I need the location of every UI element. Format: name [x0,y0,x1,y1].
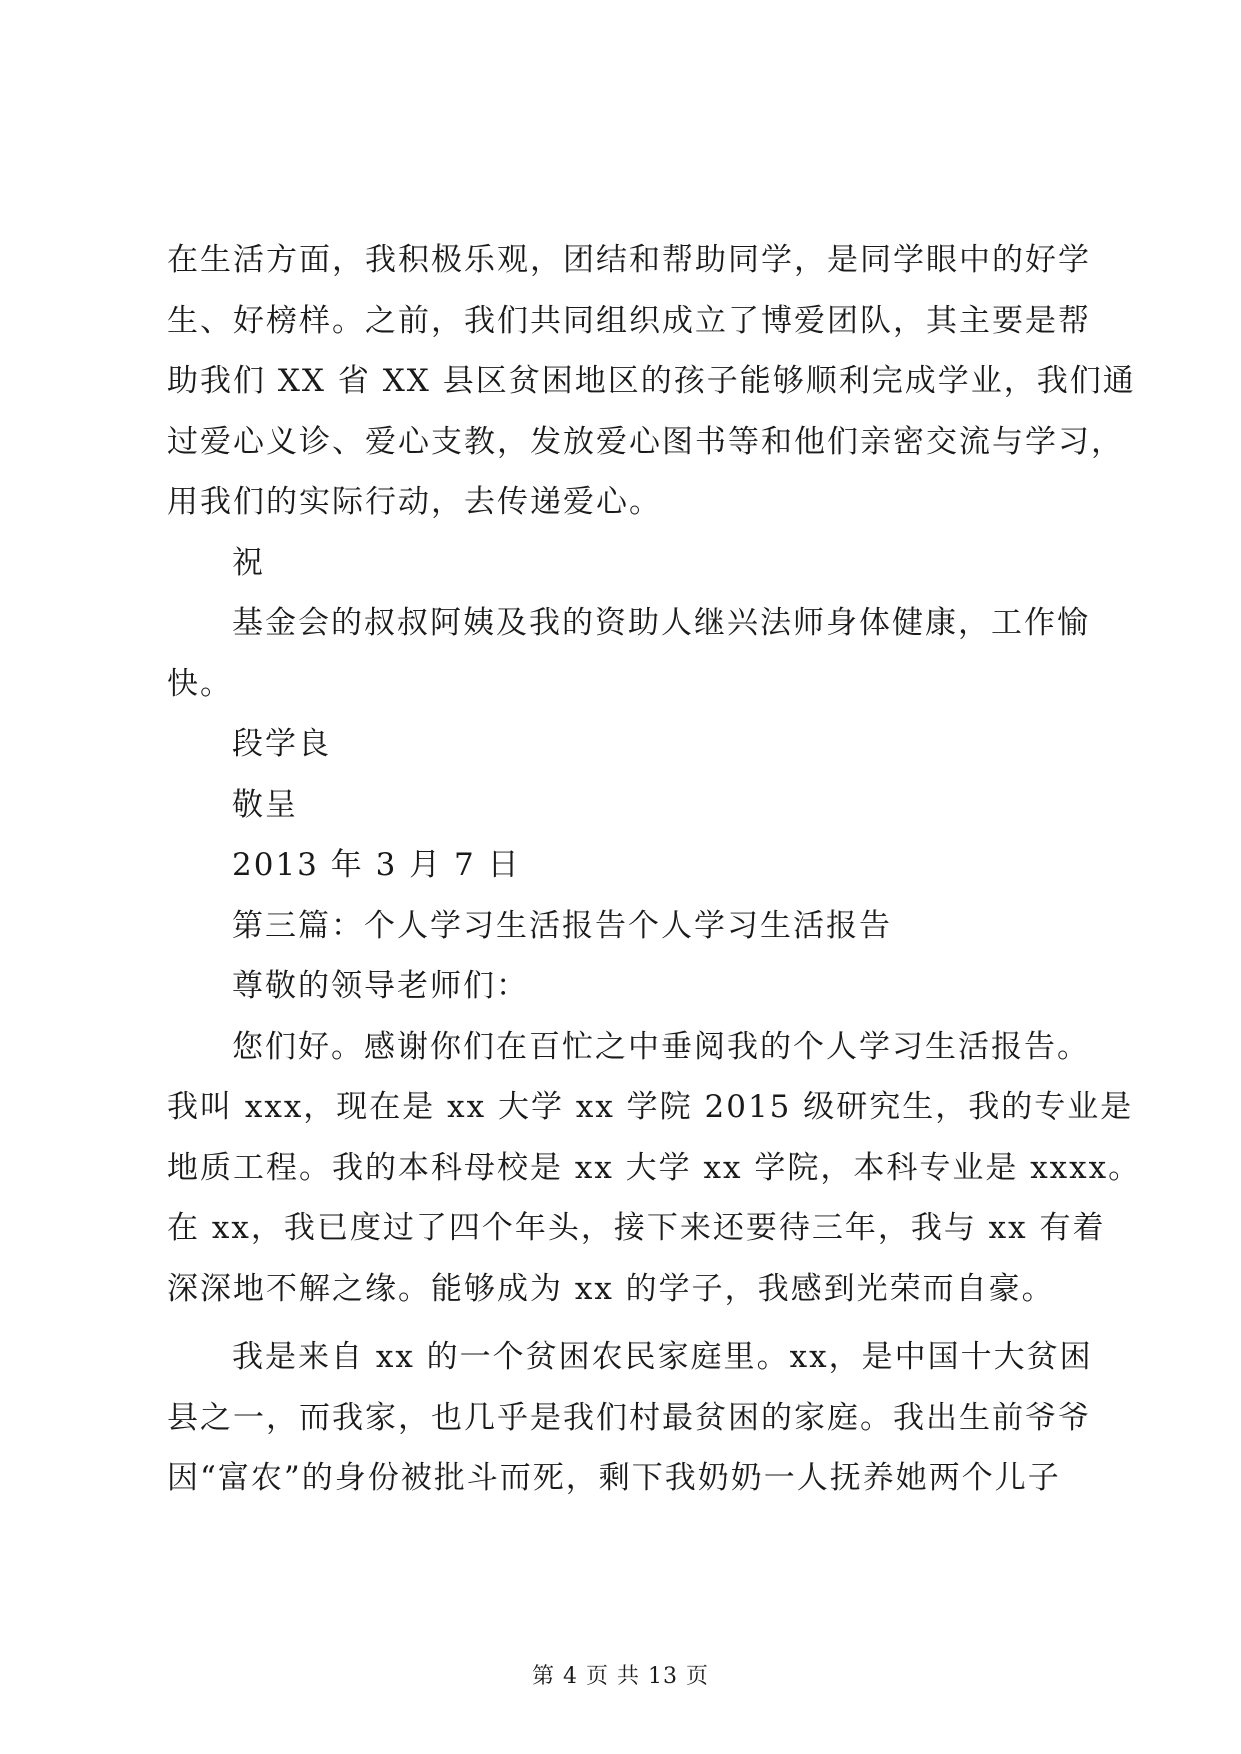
text-line: 生、好榜样。之前，我们共同组织成立了博爱团队，其主要是帮 [167,302,1091,339]
text-line: 助我们 XX 省 XX 县区贫困地区的孩子能够顺利完成学业，我们通 [167,363,1136,399]
text-line: 在 xx，我已度过了四个年头，接下来还要待三年，我与 xx 有着 [167,1210,1106,1246]
section-title: 第三篇：个人学习生活报告个人学习生活报告 [232,907,892,944]
signature-closing: 敬呈 [232,786,298,823]
text-line: 快。 [167,665,233,702]
text-line: 过爱心义诊、爱心支教，发放爱心图书等和他们亲密交流与学习， [167,423,1124,460]
text-line: 祝 [232,544,265,581]
text-line: 我叫 xxx，现在是 xx 大学 xx 学院 2015 级研究生，我的专业是 [167,1089,1134,1125]
text-line: 基金会的叔叔阿姨及我的资助人继兴法师身体健康，工作愉 [232,605,1090,641]
signature-date: 2013 年 3 月 7 日 [232,847,521,883]
text-line: 因“富农”的身份被批斗而死，剩下我奶奶一人抚养她两个儿子 [167,1460,1061,1496]
signature-name: 段学良 [232,726,331,762]
page-number-footer: 第 4 页 共 13 页 [532,1664,709,1689]
text-line: 县之一，而我家，也几乎是我们村最贫困的家庭。我出生前爷爷 [167,1399,1091,1436]
text-line: 深深地不解之缘。能够成为 xx 的学子，我感到光荣而自豪。 [167,1270,1055,1307]
text-line: 用我们的实际行动，去传递爱心。 [167,484,662,520]
text-line: 我是来自 xx 的一个贫困农民家庭里。xx，是中国十大贫困 [232,1339,1093,1375]
document-body [167,230,1142,1509]
salutation: 尊敬的领导老师们： [232,968,529,1004]
text-line: 您们好。感谢你们在百忙之中垂阅我的个人学习生活报告。 [232,1028,1090,1065]
text-line: 地质工程。我的本科母校是 xx 大学 xx 学院，本科专业是 xxxx。 [167,1149,1142,1186]
text-line: 在生活方面，我积极乐观，团结和帮助同学，是同学眼中的好学 [167,242,1091,278]
